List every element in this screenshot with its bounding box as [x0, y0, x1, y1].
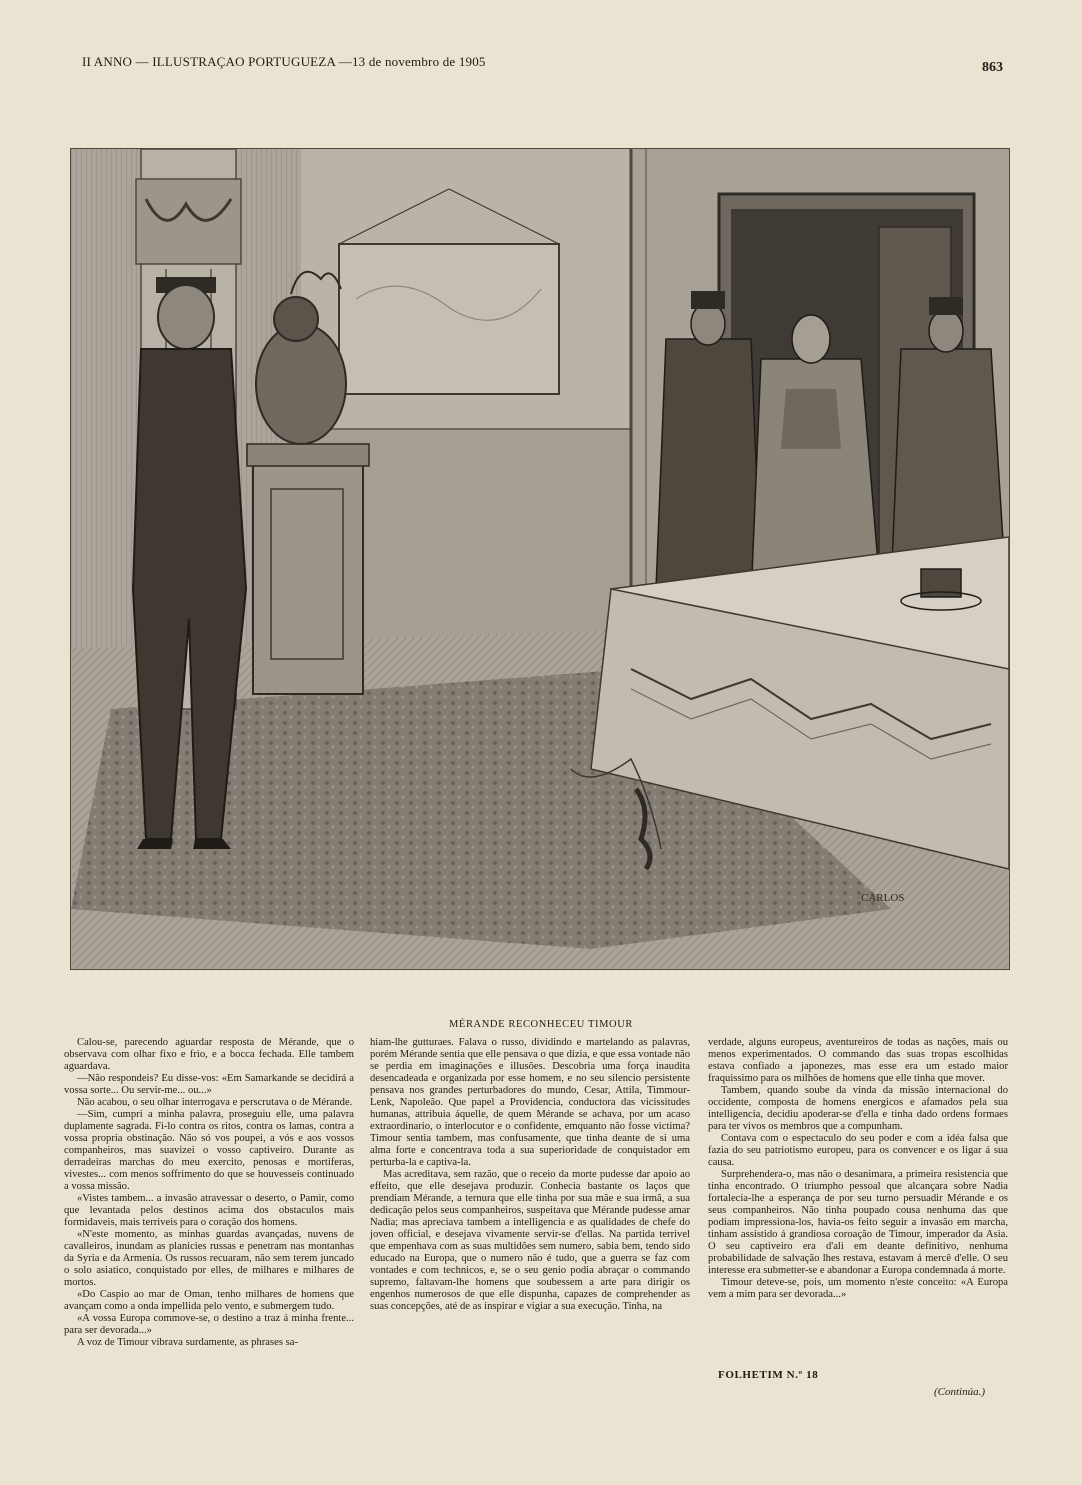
illustration-caption: MÉRANDE RECONHECEU TIMOUR — [449, 1019, 633, 1030]
paragraph: Mas acreditava, sem razão, que o receio da morte pudesse dar apoio ao effeito, que elle desejava produzir. Conhecia bastante os laços que prendiam Mérande, a ternura que elle tinha por sua mãe e sua irmã, a sua dedicação pelos seus companheiros, suspeitava que Mérande pudesse amar Nadia; mas apreciava tambem a intelligencia e as qualidades de chefe do joven official, e desejava vivamente servir-se d'ellas. Na partida terrivel que empenhava com as suas multidões sem numero, sabia bem, tendo sido educado na Europa, que o numero não é tudo, que a guerra se faz com vontades e com technicos, e, se o seu genio podia abraçar o commando supremo, faltavam-lhe homens que soubessem a arte para dirigir os engenhos numerosos de que elle dispunha, capazes de comprehender as suas concepções, até de as inspirar e vigiar a sua execução. Tinha, na — [370, 1169, 690, 1312]
illustration-drawing — [71, 149, 1009, 969]
running-head: II ANNO — ILLUSTRAÇAO PORTUGUEZA —13 de novembro de 1905 — [82, 54, 486, 69]
paragraph: Surprehendera-o, mas não o desanimara, a primeira resistencia que tinha encontrado. O triumpho pessoal que alcançara sobre Nadia fortalecia-lhe a esperança de por seu turno persuadir Mérande e os seus companheiros. Não tinha poupado cousa nenhuma das que podiam impressiona-los, havia-os feito seguir a invasão em marcha, tinham assistido á grandiosa coroação de Timour, imperador da Asia. O seu captiveiro era d'ali em deante definitivo, nenhuma probabilidade de salvação lhes restava, estavam á mercê d'elle. O seu interesse era submetter-se e abandonar a Europa condemnada á morte. — [708, 1169, 1008, 1276]
paragraph: —Sim, cumpri a minha palavra, proseguiu elle, uma palavra duplamente sagrada. Fi-lo contra os ritos, contra os lamas, contra a vossa propria obstinação. Não só vos poupei, a vós e aos vossos companheiros, mas suavizei o vosso captiveiro. Durante as derradeiras marchas do meu exercito, penosas e mortiferas, vivestes... com menos soffrimento do que se houvesseis continuado a vossa missão. — [64, 1109, 354, 1192]
page-header — [0, 50, 1082, 74]
continua-label: (Continúa.) — [934, 1386, 986, 1398]
paragraph: «Do Caspio ao mar de Oman, tenho milhares de homens que avançam como a onda impellida pelo vento, e submergem tudo. — [64, 1289, 354, 1312]
folhetim-label: FOLHETIM N.º 18 — [718, 1369, 819, 1381]
paragraph: Não acabou, o seu olhar interrogava e perscrutava o de Mérande. — [77, 1097, 353, 1108]
paragraph: A voz de Timour vibrava surdamente, as phrases sa- — [77, 1337, 298, 1348]
paragraph: —Não respondeis? Eu disse-vos: «Em Samarkande se decidirá a vossa sorte... Ou servir-me... ou...» — [64, 1073, 354, 1096]
illustration — [70, 148, 1010, 970]
paragraph: Tambem, quando soube da vinda da missão internacional do occidente, composta de homens energicos e afamados pela sua intelligencia, decidiu apoderar-se d'ella e tinha dado ordens formaes para ter vivos os membros que a compunham. — [708, 1085, 1008, 1132]
paragraph: Calou-se, parecendo aguardar resposta de Mérande, que o observava com olhar fixo e frio, e a bocca fechada. Elle tambem aguardava. — [64, 1037, 354, 1072]
illustration-signature: CARLOS — [861, 892, 905, 904]
text-column-3 — [708, 1037, 1008, 1301]
page-number: 863 — [982, 60, 1003, 75]
text-column-2 — [370, 1037, 690, 1313]
paragraph: verdade, alguns europeus, aventureiros de todas as nações, mais ou menos experimentados. O commando das suas tropas escolhidas estava confiado a japonezes, mas esse era um estado maior fraquissimo para os milhões de homens que elle tinha que mover. — [708, 1037, 1008, 1084]
paragraph: «Vistes tambem... a invasão atravessar o deserto, o Pamir, como que levantada pelos destinos acima dos obstaculos mais formidaveis, mais terriveis para o coração dos homens. — [64, 1193, 354, 1228]
paragraph: «N'este momento, as minhas guardas avançadas, nuvens de cavalleiros, inundam as planicies russas e penetram nas montanhas da Syria e da Armenia. Os russos recuaram, não sem terem juncado o solo asiatico, conquistado por elles, de milhares e milhares de mortos. — [64, 1229, 354, 1288]
paragraph: «A vossa Europa commove-se, o destino a traz á minha frente... para ser devorada...» — [64, 1313, 354, 1336]
paragraph: hiam-lhe gutturaes. Falava o russo, dividindo e martelando as palavras, porém Mérande sentia que elle pensava o que dizia, e que essa vontade não se perdia em imaginações e illusões. Descobria uma força inaudita desencadeada e organizada por esse homem, e no seu silencio persistente pensava nos grandes perturbadores do mundo, Cesar, Attila, Timmour-Lenk, Napoleão. Que papel a Providencia, conductora das vicissitudes humanas, attribuia áquelle, de quem Mérande se achava, por um acaso extraordinario, o interlocutor e o confidente, emquanto não fosse victima? Timour sentia tambem, mas confusamente, que tinha deante de si uma alma forte e concentrava toda a sua superioridade de conquistador em perturba-la e captiva-la. — [370, 1037, 690, 1168]
text-column-1 — [64, 1037, 354, 1349]
paragraph: Timour deteve-se, pois, um momento n'este conceito: «A Europa vem a mim para ser devorada...» — [708, 1277, 1008, 1300]
paragraph: Contava com o espectaculo do seu poder e com a idéa falsa que fazia do seu patriotismo europeu, para os convencer e os ligar á sua causa. — [708, 1133, 1008, 1168]
